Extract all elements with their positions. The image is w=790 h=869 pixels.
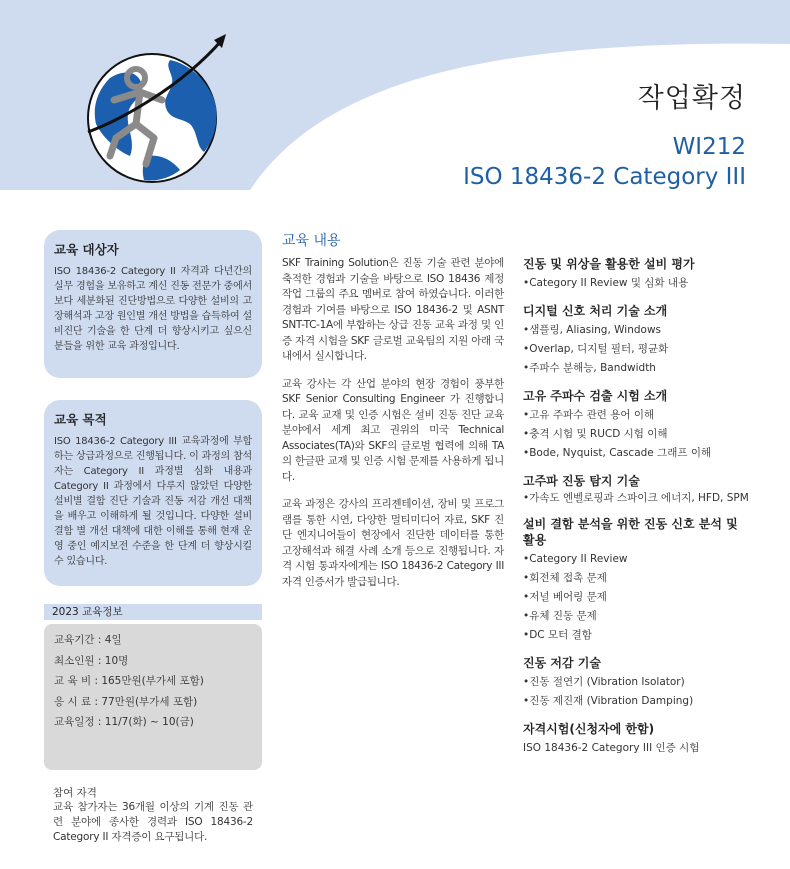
info-min-participants: 최소인원 : 10명 [54,654,129,667]
topic-heading: 진동 저감 기술 [523,656,601,670]
topic-section [523,473,753,506]
topic-item: •가속도 엔벨로핑과 스파이크 에너지, HFD, SPM [523,492,749,504]
content-paragraph: 교육 강사는 각 산업 분야의 현장 경험이 풍부한 SKF Senior Consulting Engineer 가 진행합니다. 교육 교재 및 인증 시험은 설비 진동 진단 교육 분야에서 세계 최고 권위의 미국 Technical Associates(TA)와 SKF의 글로벌 협력에 의해 TA의 한글판 교재 및 인증 시험 문제를 사용하게 됩니다. [282,377,504,483]
qualification-section [53,786,253,845]
topic-heading: 설비 결함 분석을 위한 진동 신호 분석 및 활용 [523,517,738,547]
content-paragraph: 교육 과정은 강사의 프리젠테이션, 장비 및 프로그램를 통한 시연, 다양한 멀티미디어 자료, SKF 진단 엔지니어들이 현장에서 진단한 데이터를 통한 고장해석과 해결 사례 소개 등으로 진행됩니다. 자격 시험 통과자에게는 ISO 18436-2 Category III 자격 인증서가 발급됩니다. [282,498,504,588]
topic-item: •유체 진동 문제 [523,610,597,622]
topic-item: •Bode, Nyquist, Cascade 그래프 이해 [523,447,712,459]
topic-item: •Category II Review 및 심화 내용 [523,277,689,289]
purpose-heading: 교육 목적 [54,412,107,427]
target-audience-text: ISO 18436-2 Category II 자격과 다년간의 실무 경험을 보유하고 계신 진동 전문가 중에서 보다 세분화된 진단방법으로 다양한 설비의 고장해석과 고장 원인별 개선 방법을 습득하여 설비진단 기술을 한 단계 더 향상시키고 싶으신 분들을 위한 교육 과정입니다. [54,266,252,352]
course-info-bar: 2023 교육정보 [44,604,262,620]
qualification-text: 교육 참가자는 36개월 이상의 기계 진동 관련 분야에 종사한 경력과 ISO 18436-2 Category II 자격증이 요구됩니다. [53,801,253,843]
document-title: 작업확정 [637,83,746,114]
qualification-heading: 참여 자격 [53,787,97,799]
topic-section [523,655,753,711]
topic-item: •진동 절연기 (Vibration Isolator) [523,676,685,688]
topic-heading: 고주파 진동 탐지 기술 [523,474,640,488]
topic-item: •샘플링, Aliasing, Windows [523,324,662,336]
topic-item: •Category II Review [523,553,628,565]
info-schedule: 교육일정 : 11/7(화) ~ 10(금) [54,716,194,728]
topic-section [523,388,753,463]
topic-heading: 자격시험(신청자에 한함) [523,722,655,736]
course-name: ISO 18436-2 Category III [463,164,746,190]
purpose-box [44,400,262,586]
topic-item: •진동 제진재 (Vibration Damping) [523,695,694,707]
topic-heading: 진동 및 위상을 활용한 설비 평가 [523,257,695,271]
topic-item: ISO 18436-2 Category III 인증 시험 [523,742,700,754]
target-audience-heading: 교육 대상자 [54,242,119,257]
content-paragraph: SKF Training Solution은 진동 기술 관련 분야에 축적한 경험과 기술을 바탕으로 ISO 18436 제정 작업 그룹의 주요 멤버로 참여 하였습니다. 이러한 경험과 기여를 바탕으로 ISO 18436-2 및 ASNT SNT-TC-1A에 부합하는 상급 진동 교육 과정 및 인증 자격 시험을 SKF 글로벌 교육팀의 지원 아래 국내에서 실시합니다. [282,257,504,362]
topic-item: •저널 베어링 문제 [523,591,607,603]
topic-item: •DC 모터 결함 [523,629,592,641]
topic-heading: 고유 주파수 검출 시험 소개 [523,389,668,403]
info-duration: 교육기간 : 4일 [54,634,122,646]
topic-item: •주파수 분해능, Bandwidth [523,362,656,374]
content-body [282,256,504,602]
info-exam-fee: 응 시 료 : 77만원(부가세 포함) [54,695,198,708]
content-heading: 교육 내용 [282,233,341,249]
topic-item: •충격 시험 및 RUCD 시험 이해 [523,428,668,440]
course-info-box [44,624,262,770]
topic-item: •회전체 접촉 문제 [523,572,607,584]
topic-section [523,256,753,293]
target-audience-box [44,230,262,378]
topic-item: •Overlap, 디지털 필터, 평균화 [523,343,669,355]
topic-section [523,303,753,378]
info-fee: 교 육 비 : 165만원(부가세 포함) [54,675,204,687]
topic-item: •고유 주파수 관련 용어 이해 [523,409,655,421]
curriculum-topics [523,256,753,768]
topic-heading: 디지털 신호 처리 기술 소개 [523,304,668,318]
topic-section [523,721,753,758]
course-code: WI212 [672,134,746,160]
topic-section [523,516,753,645]
globe-runner-logo [70,28,240,198]
purpose-text: ISO 18436-2 Category III 교육과정에 부합하는 상급과정으로 진행됩니다. 이 과정의 참석자는 Category II 과정별 심화 내용과 Category II 과정에서 다루지 않았던 다양한 설비별 결함 진단 기술과 진동 저감 개선 대책을 배우고 이해하게 될 것입니다. 다양한 설비 결함 별 개선 대책에 대한 이해를 통해 현재 운영 중인 예지보전 수준을 한 단계 더 향상시킬 수 있습니다. [54,436,252,567]
